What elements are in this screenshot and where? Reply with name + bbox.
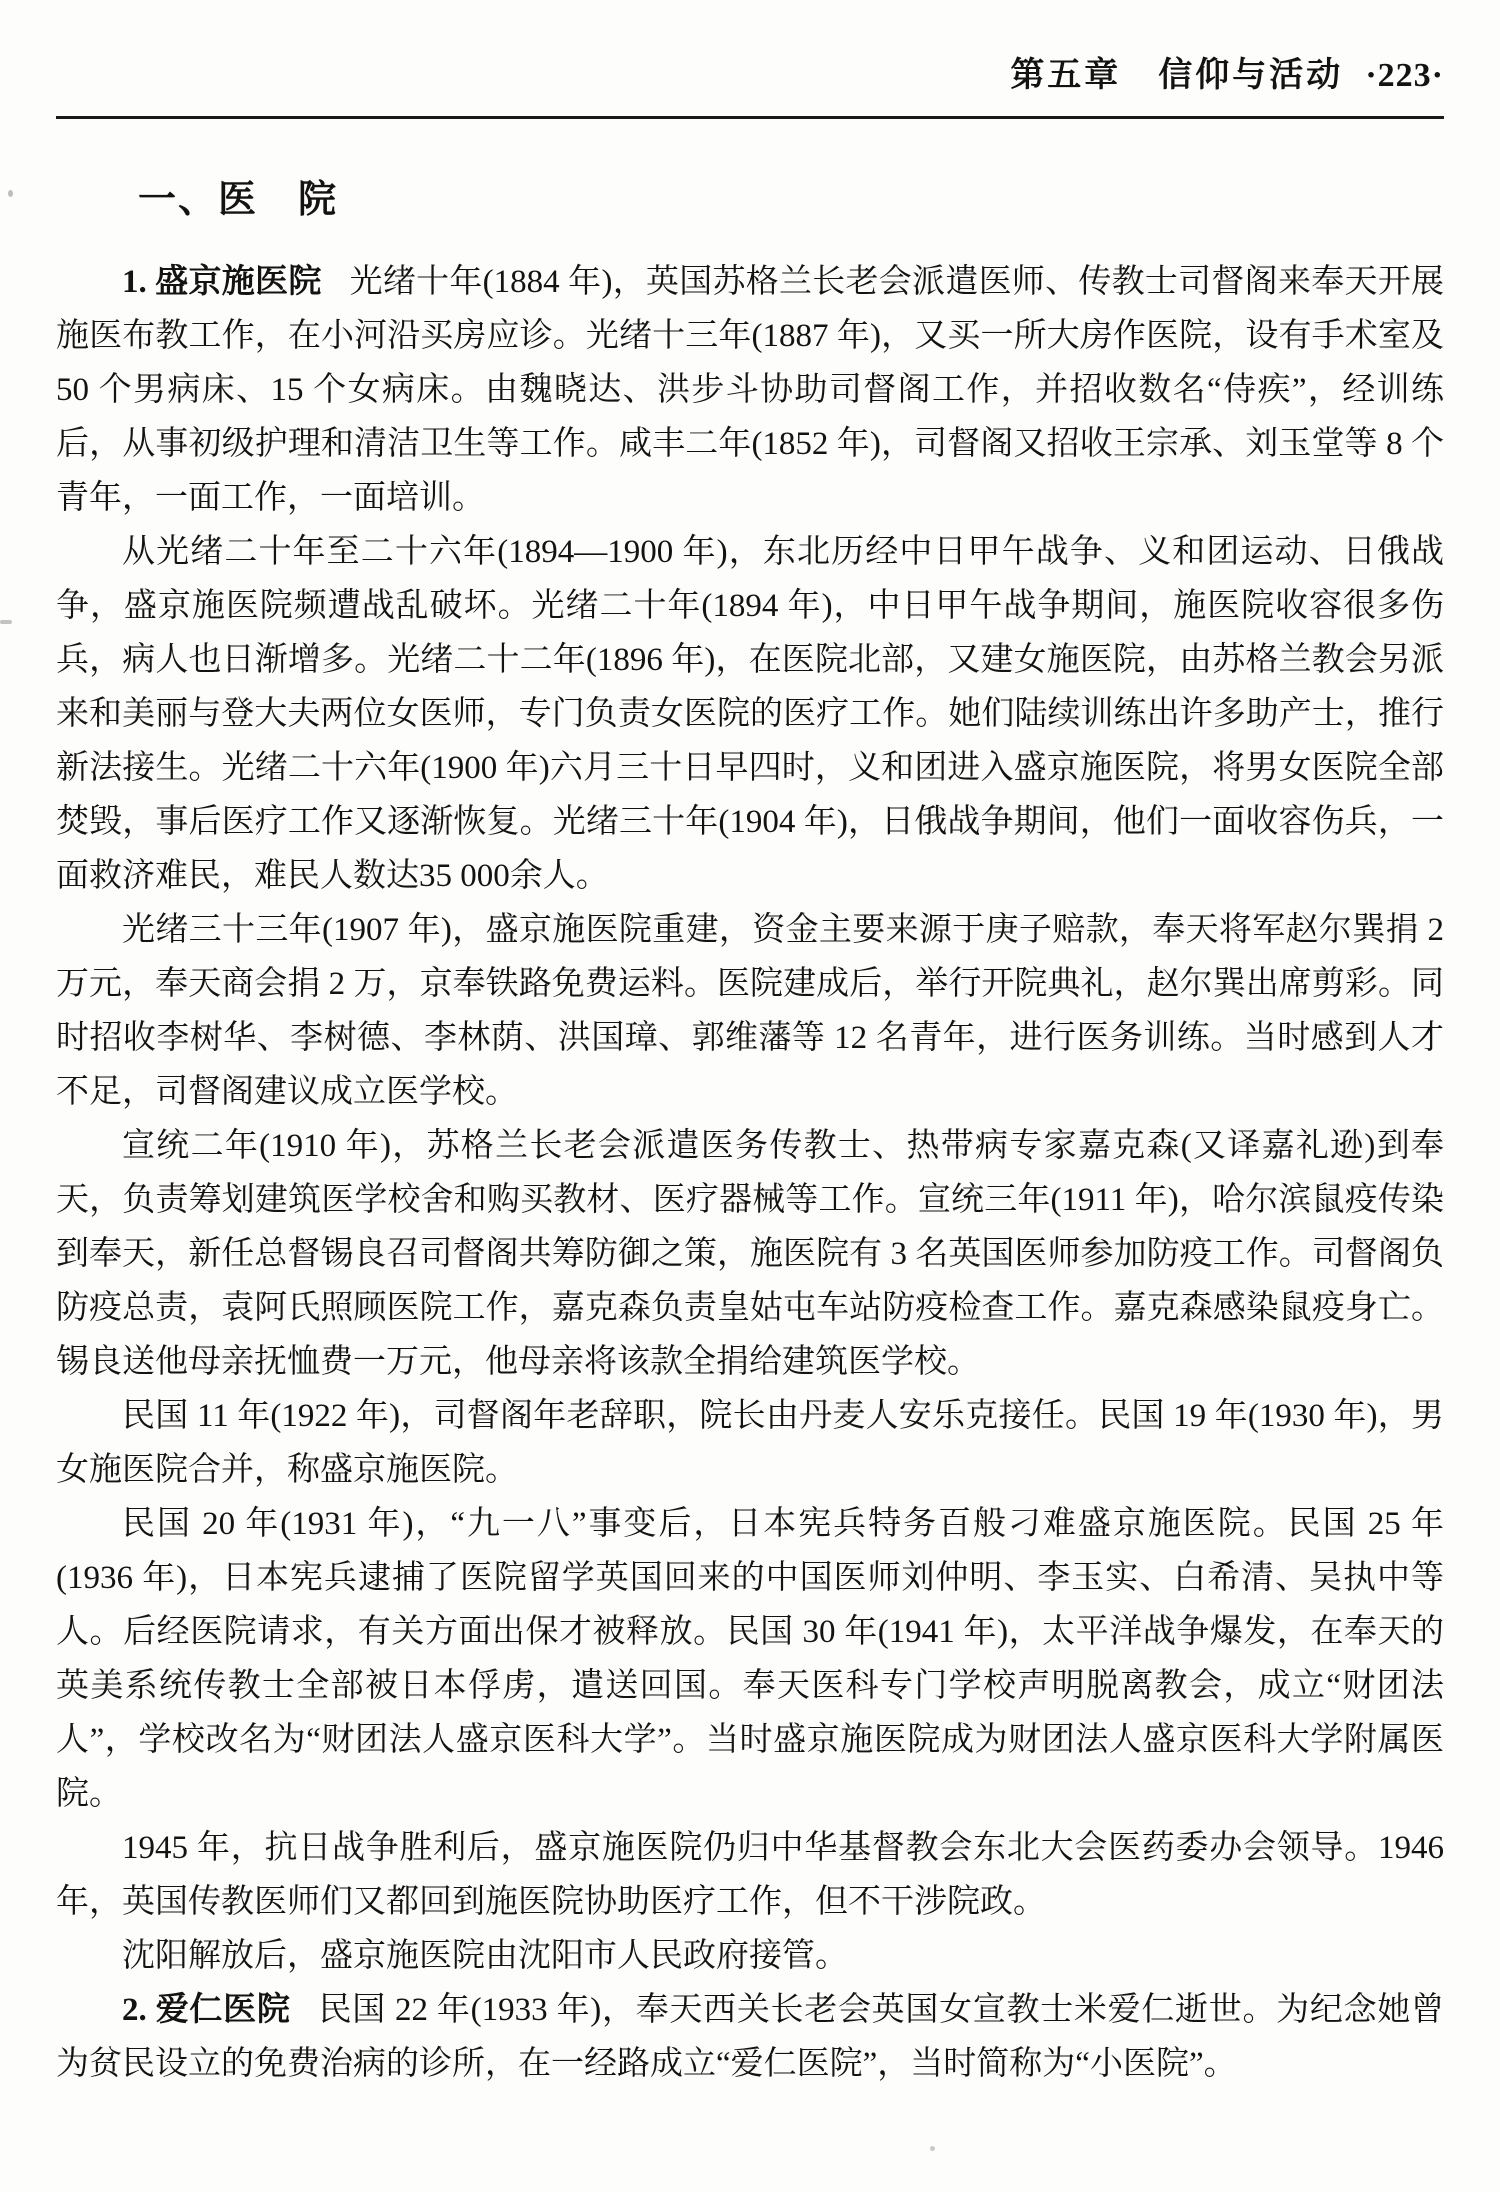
paragraph xyxy=(56,1389,1444,1497)
paragraph-text: 民国 20 年(1931 年)，“九一八”事变后，日本宪兵特务百般刁难盛京施医院。民国 25 年(1936 年)，日本宪兵逮捕了医院留学英国回来的中国医师刘仲明、李玉实、白希清、吴执中等人。后经医院请求，有关方面出保才被释放。民国 30 年(1941 年)，太平洋战争爆发，在奉天的英美系统传教士全部被日本俘虏，遣送回国。奉天医科专门学校声明脱离教会，成立“财团法人”，学校改名为“财团法人盛京医科大学”。当时盛京施医院成为财团法人盛京医科大学附属医院。 xyxy=(56,1506,1444,1812)
paragraph-text: 民国 11 年(1922 年)，司督阁年老辞职，院长由丹麦人安乐克接任。民国 19 年(1930 年)，男女施医院合并，称盛京施医院。 xyxy=(56,1398,1444,1488)
item-1-title: 1. 盛京施医院 xyxy=(122,264,322,300)
chapter-title: 第五章 信仰与活动 xyxy=(1010,57,1344,94)
scan-artifact-dot xyxy=(8,190,13,197)
paragraph-text: 光绪三十三年(1907 年)，盛京施医院重建，资金主要来源于庚子赔款，奉天将军赵尔巽捐 2 万元，奉天商会捐 2 万，京奉铁路免费运料。医院建成后，举行开院典礼，赵尔巽出席剪彩。同时招收李树华、李树德、李林荫、洪国璋、郭维藩等 12 名青年，进行医务训练。当时感到人才不足，司督阁建议成立医学校。 xyxy=(56,912,1444,1110)
paragraph-text: 1945 年，抗日战争胜利后，盛京施医院仍归中华基督教会东北大会医药委办会领导。1946 年，英国传教医师们又都回到施医院协助医疗工作，但不干涉院政。 xyxy=(56,1830,1444,1920)
paragraph-text: 光绪十年(1884 年)，英国苏格兰长老会派遣医师、传教士司督阁来奉天开展施医布教工作，在小河沿买房应诊。光绪十三年(1887 年)，又买一所大房作医院，设有手术室及50 个男病床、15 个女病床。由魏晓达、洪步斗协助司督阁工作，并招收数名“侍疾”，经训练后，从事初级护理和清洁卫生等工作。咸丰二年(1852 年)，司督阁又招收王宗承、刘玉堂等 8 个青年，一面工作，一面培训。 xyxy=(56,264,1444,516)
scan-artifact-dash xyxy=(0,620,12,624)
paragraph-text: 宣统二年(1910 年)，苏格兰长老会派遣医务传教士、热带病专家嘉克森(又译嘉礼逊)到奉天，负责筹划建筑医学校舍和购买教材、医疗器械等工作。宣统三年(1911 年)，哈尔滨鼠疫传染到奉天，新任总督锡良召司督阁共筹防御之策，施医院有 3 名英国医师参加防疫工作。司督阁负防疫总责，袁阿氏照顾医院工作，嘉克森负责皇姑屯车站防疫检查工作。嘉克森感染鼠疫身亡。锡良送他母亲抚恤费一万元，他母亲将该款全捐给建筑医学校。 xyxy=(56,1128,1444,1380)
paragraph xyxy=(56,525,1444,903)
paragraph-hospital-2 xyxy=(56,1983,1444,2091)
paragraph-hospital-1 xyxy=(56,255,1444,525)
body-content xyxy=(56,255,1444,2091)
page-header xyxy=(56,0,1444,119)
paragraph-text: 从光绪二十年至二十六年(1894—1900 年)，东北历经中日甲午战争、义和团运动、日俄战争，盛京施医院频遭战乱破坏。光绪二十年(1894 年)，中日甲午战争期间，施医院收容很多伤兵，病人也日渐增多。光绪二十二年(1896 年)，在医院北部，又建女施医院，由苏格兰教会另派来和美丽与登大夫两位女医师，专门负责女医院的医疗工作。她们陆续训练出许多助产士，推行新法接生。光绪二十六年(1900 年)六月三十日早四时，义和团进入盛京施医院，将男女医院全部焚毁，事后医疗工作又逐渐恢复。光绪三十年(1904 年)，日俄战争期间，他们一面收容伤兵，一面救济难民，难民人数达35 000余人。 xyxy=(56,534,1444,894)
scan-artifact-dot xyxy=(930,2146,935,2151)
paragraph xyxy=(56,1821,1444,1929)
paragraph xyxy=(56,903,1444,1119)
paragraph xyxy=(56,1929,1444,1983)
paragraph xyxy=(56,1497,1444,1821)
paragraph xyxy=(56,1119,1444,1389)
item-2-title: 2. 爱仁医院 xyxy=(122,1992,291,2028)
paragraph-text: 民国 22 年(1933 年)，奉天西关长老会英国女宣教士米爱仁逝世。为纪念她曾为贫民设立的免费治病的诊所，在一经路成立“爱仁医院”，当时简称为“小医院”。 xyxy=(56,1992,1444,2082)
paragraph-text: 沈阳解放后，盛京施医院由沈阳市人民政府接管。 xyxy=(122,1938,848,1974)
section-title: 一、医 院 xyxy=(138,179,339,221)
page-number: ·223· xyxy=(1365,57,1444,94)
